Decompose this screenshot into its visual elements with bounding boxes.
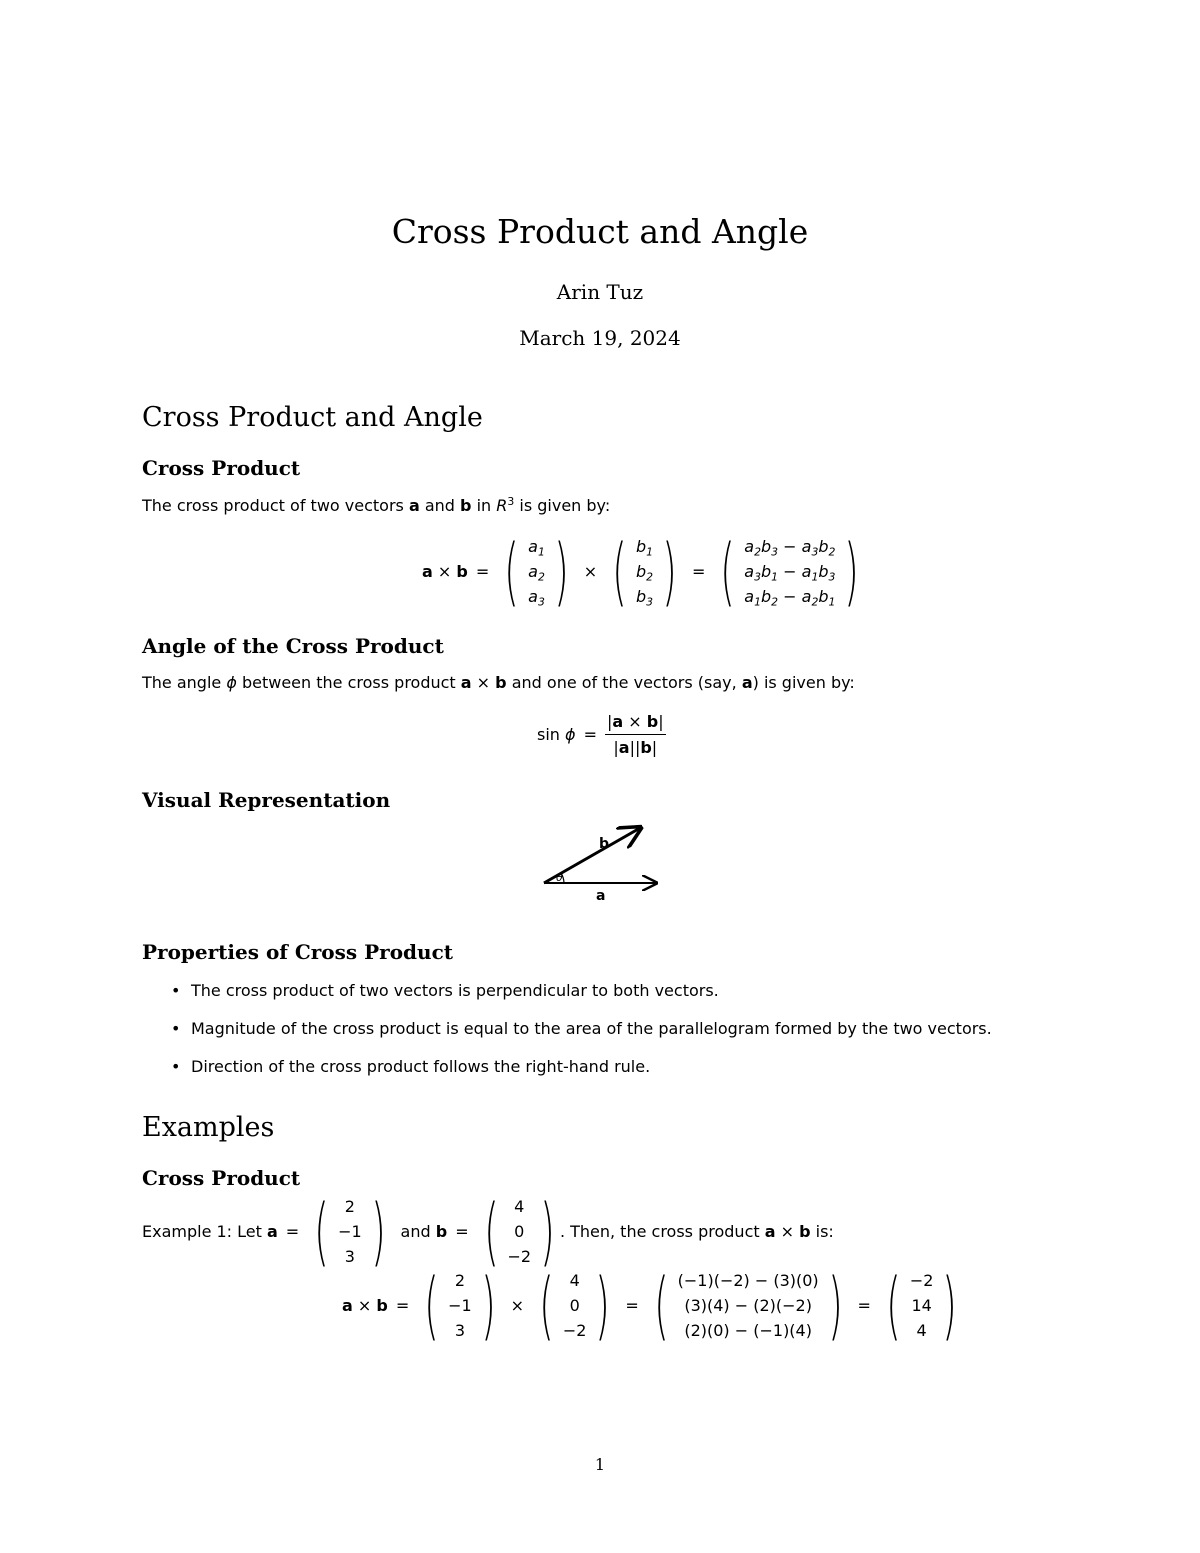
bar: | xyxy=(613,738,619,757)
bar: || xyxy=(629,738,641,757)
text: The cross product of two vectors xyxy=(142,496,409,515)
matrix-entry: $b_2$ xyxy=(636,562,654,584)
matrix-entry: $a_2b_3 - a_3b_2$ xyxy=(744,537,836,559)
matrix-result xyxy=(713,528,866,615)
matrix-entry: 3 xyxy=(454,1321,466,1340)
text: in xyxy=(471,496,497,515)
example-then xyxy=(560,1222,834,1241)
matrix-entry: 2 xyxy=(454,1271,466,1290)
text: and xyxy=(400,1222,436,1241)
list-item: • Magnitude of the cross product is equal to the area of the parallelogram formed by the two vectors. xyxy=(171,1018,992,1056)
left-paren: ( xyxy=(483,1188,499,1275)
angle-theta-label: θ xyxy=(556,871,563,884)
text: is given by: xyxy=(514,496,611,515)
bar: | xyxy=(606,712,613,731)
matrix-entry: (−1)(−2) − (3)(0) xyxy=(677,1271,819,1290)
matrix-entry: $a_1$ xyxy=(528,537,545,559)
matrix-column xyxy=(634,534,655,609)
vector-b: b xyxy=(376,1296,388,1315)
right-paren: ) xyxy=(370,1188,386,1275)
document-title: Cross Product and Angle xyxy=(391,212,809,251)
equals-sign: = xyxy=(455,1222,469,1241)
text: is: xyxy=(810,1222,834,1241)
vector-a: a xyxy=(741,673,753,692)
vector-b: b xyxy=(799,1222,811,1241)
matrix-b xyxy=(532,1262,617,1349)
exponent: 3 xyxy=(507,495,515,509)
matrix-entry: 4 xyxy=(514,1197,525,1216)
angle-formula xyxy=(533,712,670,757)
subsection-visual: Visual Representation xyxy=(142,788,391,812)
matrix-column xyxy=(908,1268,936,1343)
times-symbol: × xyxy=(583,562,598,581)
sin-function: sin xyxy=(537,725,560,744)
vector-a: a xyxy=(422,562,433,581)
right-paren: ) xyxy=(942,1262,958,1349)
left-paren: ( xyxy=(720,528,736,615)
matrix-entry: −2 xyxy=(507,1247,532,1266)
vector-b: b xyxy=(495,673,507,692)
matrix-entry: −2 xyxy=(909,1271,934,1290)
left-paren: ( xyxy=(539,1262,554,1349)
bar: | xyxy=(658,712,664,731)
section-title-examples: Examples xyxy=(142,1112,275,1143)
example-1-statement xyxy=(138,1188,838,1275)
cross-product-formula xyxy=(418,528,870,615)
times-symbol: × xyxy=(510,1296,524,1315)
right-paren: ) xyxy=(595,1262,611,1349)
matrix-entry: 2 xyxy=(344,1197,355,1216)
vector-a: a xyxy=(267,1222,278,1241)
right-paren: ) xyxy=(554,528,569,615)
times-symbol: × xyxy=(623,712,647,731)
section-title-cross-product-and-angle: Cross Product and Angle xyxy=(142,402,483,433)
matrix-entry: (2)(0) − (−1)(4) xyxy=(684,1321,812,1340)
text: The angle xyxy=(142,673,227,692)
matrix-entry: $a_1b_2 - a_2b_1$ xyxy=(744,587,836,609)
vector-a: a xyxy=(342,1296,353,1315)
right-paren: ) xyxy=(662,528,677,615)
page-number: 1 xyxy=(594,1455,606,1474)
matrix-column xyxy=(526,534,547,609)
fraction-numerator xyxy=(605,712,666,735)
matrix-entry: 0 xyxy=(514,1222,525,1241)
matrix-entry: 14 xyxy=(911,1296,932,1315)
matrix-result xyxy=(879,1262,964,1349)
symbol-r: R xyxy=(496,496,508,515)
times-symbol: × xyxy=(357,1296,372,1315)
fraction-denominator xyxy=(611,735,659,757)
equals-sign: = xyxy=(857,1296,871,1315)
fraction xyxy=(605,712,666,757)
matrix-entry: $b_1$ xyxy=(636,537,654,559)
vector-b-label: b xyxy=(599,836,610,852)
matrix-column xyxy=(336,1194,364,1269)
matrix-entry: 4 xyxy=(916,1321,927,1340)
vector-a: a xyxy=(764,1222,776,1241)
symbol-phi: ϕ xyxy=(565,725,576,744)
list-item: • Direction of the cross product follows the right-hand rule. xyxy=(171,1056,992,1094)
left-paren: ( xyxy=(886,1262,901,1349)
vector-b: b xyxy=(460,496,472,515)
matrix-column xyxy=(505,1194,533,1269)
text: ) is given by: xyxy=(752,673,855,692)
example-intro xyxy=(142,1222,278,1241)
matrix-entry: (3)(4) − (2)(−2) xyxy=(684,1296,812,1315)
right-paren: ) xyxy=(827,1262,843,1349)
left-paren: ( xyxy=(424,1262,439,1349)
matrix-entry: 0 xyxy=(569,1296,580,1315)
times-symbol: × xyxy=(471,673,496,692)
matrix-entry: −1 xyxy=(448,1296,472,1315)
properties-list xyxy=(171,980,992,1094)
matrix-column xyxy=(446,1268,474,1343)
vector-diagram xyxy=(530,820,670,910)
subsection-properties: Properties of Cross Product xyxy=(142,940,453,964)
equals-sign: = xyxy=(583,725,597,744)
left-paren: ( xyxy=(504,528,519,615)
matrix-entry: $a_3$ xyxy=(528,587,545,609)
lhs xyxy=(422,562,468,581)
vector-a: a xyxy=(460,673,472,692)
text: . Then, the cross product xyxy=(559,1222,765,1241)
subsection-examples-cross-product: Cross Product xyxy=(142,1166,301,1190)
angle-intro xyxy=(142,673,855,692)
vector-a: a xyxy=(408,496,420,515)
matrix-column xyxy=(561,1268,589,1343)
equals-sign: = xyxy=(285,1222,300,1241)
vector-a-label: a xyxy=(596,888,606,904)
matrix-entry: $b_3$ xyxy=(636,587,654,609)
text: Example 1: Let xyxy=(142,1222,267,1241)
text: between the cross product xyxy=(236,673,461,692)
vector-b: b xyxy=(456,562,468,581)
matrix-a xyxy=(417,1262,502,1349)
matrix-b xyxy=(605,528,684,615)
cross-product-intro xyxy=(142,496,610,515)
matrix-entry: $a_3b_1 - a_1b_3$ xyxy=(744,562,836,584)
vector-a: a xyxy=(612,712,624,731)
lhs xyxy=(537,725,576,744)
text: and xyxy=(419,496,461,515)
matrix-example-b xyxy=(477,1188,562,1275)
times-symbol: × xyxy=(437,562,452,581)
matrix-column xyxy=(742,534,837,609)
list-item: • The cross product of two vectors is perpendicular to both vectors. xyxy=(171,980,992,1018)
document-date: March 19, 2024 xyxy=(519,326,681,350)
vector-b: b xyxy=(646,712,659,731)
right-paren: ) xyxy=(540,1188,555,1275)
matrix-example-a xyxy=(307,1188,392,1275)
subsection-angle: Angle of the Cross Product xyxy=(142,634,444,658)
matrix-entry: −1 xyxy=(338,1222,362,1241)
equals-sign: = xyxy=(395,1296,410,1315)
left-paren: ( xyxy=(653,1262,669,1349)
example-1-computation xyxy=(338,1262,968,1349)
left-paren: ( xyxy=(612,528,627,615)
lhs xyxy=(342,1296,388,1315)
document-author: Arin Tuz xyxy=(556,280,644,304)
matrix-entry: 4 xyxy=(569,1271,580,1290)
vector-a: a xyxy=(618,738,630,757)
vector-b: b xyxy=(640,738,652,757)
matrix-a xyxy=(497,528,575,615)
text: and one of the vectors (say, xyxy=(506,673,742,692)
matrix-entry: 3 xyxy=(344,1247,355,1266)
matrix-column xyxy=(676,1268,821,1343)
matrix-expanded xyxy=(647,1262,850,1349)
right-paren: ) xyxy=(844,528,860,615)
right-paren: ) xyxy=(480,1262,496,1349)
equals-sign: = xyxy=(625,1296,639,1315)
equals-sign: = xyxy=(691,562,706,581)
left-paren: ( xyxy=(314,1188,329,1275)
vector-b: b xyxy=(435,1222,448,1241)
equals-sign: = xyxy=(475,562,490,581)
times-symbol: × xyxy=(775,1222,800,1241)
subsection-cross-product: Cross Product xyxy=(142,456,301,480)
symbol-phi: ϕ xyxy=(226,673,237,692)
bar: | xyxy=(651,738,658,757)
example-and xyxy=(401,1222,448,1241)
matrix-entry: $a_2$ xyxy=(528,562,545,584)
matrix-entry: −2 xyxy=(562,1321,587,1340)
